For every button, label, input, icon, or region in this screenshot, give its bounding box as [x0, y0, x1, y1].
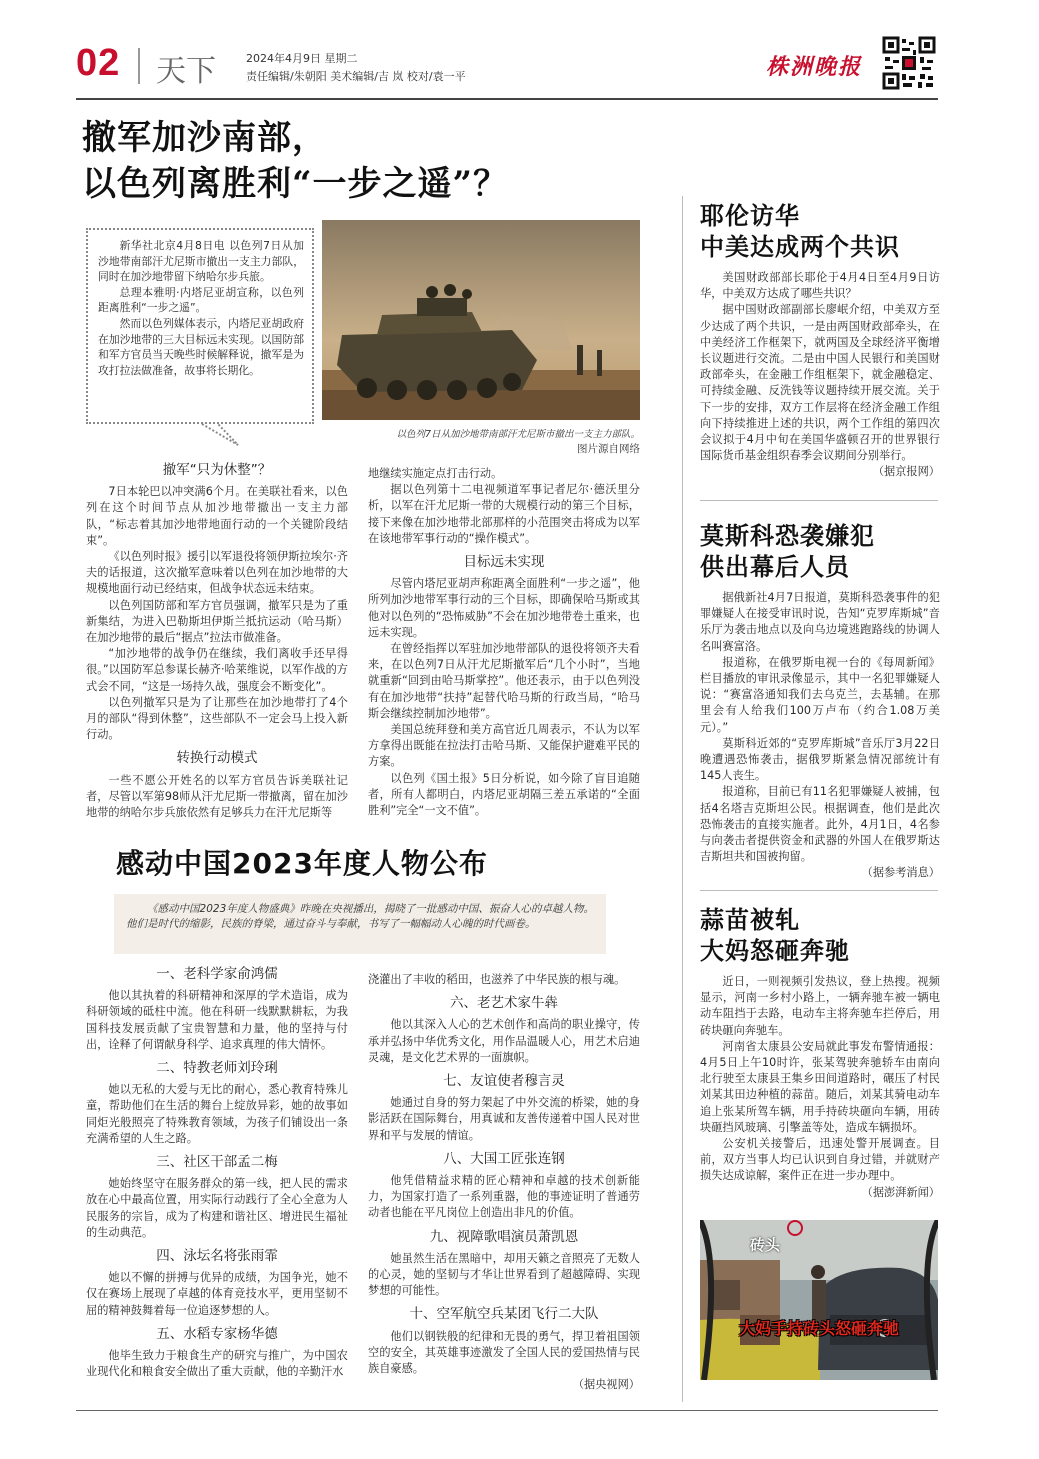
side2-p4: 报道称，目前已有11名犯罪嫌疑人被捕，包括4名塔吉克斯坦公民。根据调查，他们是此次恐怖袭击的直接实施者。此外，4月1日，4名参与向袭击者提供资金和武器的外国人在俄罗斯达吉斯坦共和国被拘留。 — [700, 785, 940, 864]
lead-c2-p3: 在曾经指挥以军驻加沙地带部队的退役将领齐夫看来，在以色列7日从汗尤尼斯撤军后“几个小时”，当地就重新“回到由哈马斯掌控”。他还表示，由于以色列没有在加沙地带“扶持”起替代哈马斯的行政当局，“哈马斯会继续控制加沙地带”。 — [368, 642, 640, 720]
side2-p3: 莫斯科近郊的“克罗库斯城”音乐厅3月22日晚遭遇恐怖袭击，据俄罗斯紧急情况部统计有145人丧生。 — [700, 736, 940, 783]
section-name: 天下 — [156, 54, 216, 89]
side-story-1 — [700, 200, 940, 481]
figure-text-5: 他毕生致力于粮食生产的研究与推广，为中国农业现代化和粮食安全做出了重大贡献，他的辛勤汗水 — [86, 1349, 348, 1379]
figure-heading-2: 二、特教老师刘玲琍 — [156, 1060, 278, 1077]
lead-c2-p1: 据以色列第十二电视频道军事记者尼尔·德沃里分析，以军在汗尤尼斯一带的大规模行动的第三个目标，接下来像在加沙地带北部那样的小范围突击将成为以军在该地带军事行动的“操作模式”。 — [368, 483, 640, 545]
masthead-logo: 株洲晚报 — [766, 54, 863, 80]
figure-text-7: 她通过自身的努力架起了中外交流的桥梁，她的身影活跃在国际舞台，用真诚和友善传递着中国人民对世界和平与发展的情谊。 — [368, 1096, 640, 1142]
side1-p2: 据中国财政部副部长廖岷介绍，中美双方至少达成了两个共识，一是由两国财政部牵头，在中美经济工作框架下，就两国及全球经济平衡增长议题进行交流。二是由中国人民银行和美国财政部牵头，在金融工作组框架下，就金融稳定、可持续金融、反洗钱等议题持续开展交流。关于下一步的安排，双方工作层将在经济金融工作组向下持续推进上述的共识，两个工作组的第四次会议拟于4月中旬在美国华盛顿召开的世界银行国际货币基金组织春季会议期间分别举行。 — [700, 303, 940, 463]
side1-source: （据京报网） — [872, 465, 940, 479]
lead-headline-line2: 以色列离胜利“一步之遥”？ — [82, 164, 509, 204]
figures-intro-text: 《感动中国2023年度人物盛典》昨晚在央视播出，揭晓了一批感动中国、振奋人心的卓越人物。他们是时代的缩影，民族的脊梁，通过奋斗与奉献，书写了一幅幅动人心魄的时代画卷。 — [126, 903, 594, 930]
figures-intro-box — [114, 894, 606, 954]
lead-c1-p2: 《以色列时报》援引以军退役将领伊斯拉埃尔·齐夫的话报道，这次撤军意味着以色列在加沙地带的大规模地面行动已经结束，但战争状态远未结束。 — [86, 550, 348, 596]
figure-text-6: 他以其深入人心的艺术创作和高尚的职业操守，传承并弘扬中华优秀文化，用作品温暖人心，用艺术启迪灵魂，是文化艺术界的一面旗帜。 — [368, 1018, 640, 1064]
qr-code-icon — [882, 36, 936, 90]
lead-intro-p1: 新华社北京4月8日电 以色列7日从加沙地带南部汗尤尼斯市撤出一支主力部队，同时在加沙地带留下纳哈尔步兵旅。 — [98, 239, 304, 284]
figure-c2-cont: 浇灌出了丰收的稻田，也滋养了中华民族的根与魂。 — [368, 973, 626, 986]
side1-headline-line2: 中美达成两个共识 — [700, 232, 900, 261]
figure-heading-10: 十、空军航空兵某团飞行二大队 — [409, 1306, 599, 1323]
side1-headline-line1: 耶伦访华 — [700, 201, 800, 230]
lead-subhead-3: 目标远未实现 — [463, 554, 545, 571]
side2-headline-line1: 莫斯科恐袭嫌犯 — [700, 521, 875, 550]
lead-column-2 — [368, 466, 640, 819]
figure-text-4: 她以不懈的拼搏与优异的成绩，为国争光，她不仅在赛场上展现了卓越的体育竞技水平，更用坚韧不屈的精神鼓舞着每一位追逐梦想的人。 — [86, 1271, 348, 1317]
header-separator — [138, 48, 140, 84]
lead-subhead-1: 撤军“只为休整”？ — [162, 462, 272, 478]
side3-p2: 河南省太康县公安局就此事发布警情通报：4月5日上午10时许，张某驾驶奔驰轿车由南向北行驶至太康县王集乡田间道路时，碾压了村民刘某其田边种植的蒜苗。随后，刘某其骑电动车追上张某所驾车辆，用手持砖块砸向车辆，用砖块砸挡风玻璃、引擎盖等处，造成车辆损坏。 — [700, 1039, 940, 1134]
side1-body — [700, 270, 940, 481]
figures-column-2 — [368, 972, 640, 1393]
side3-source: （据澎湃新闻） — [861, 1185, 940, 1199]
lead-c2-p2: 尽管内塔尼亚胡声称距离全面胜利“一步之遥”，他所列加沙地带军事行动的三个目标，即确保哈马斯或其他对以色列的“恐怖威胁”不会在加沙地带卷土重来，也远未实现。 — [368, 577, 640, 639]
figure-heading-3: 三、社区干部孟二梅 — [156, 1154, 278, 1171]
lead-column-1 — [86, 462, 348, 821]
figure-text-9: 她虽然生活在黑暗中，却用天籁之音照亮了无数人的心灵，她的坚韧与才华让世界看到了超越障碍、实现梦想的可能性。 — [368, 1251, 640, 1298]
side3-body — [700, 974, 940, 1201]
figure-heading-9: 九、视障歌唱演员萧凯恩 — [429, 1228, 579, 1245]
lead-intro-text — [98, 238, 304, 378]
figure-heading-5: 五、水稻专家杨华德 — [156, 1325, 278, 1342]
lead-c1-p1: 7日本轮巴以冲突满6个月。在美联社看来，以色列在这个时间节点从加沙地带撤出一支主力部队，“标志着其加沙地带地面行动的一个关键阶段结束”。 — [86, 485, 348, 547]
lead-photo — [322, 220, 640, 420]
side3-headline-line2: 大妈怒砸奔驰 — [700, 936, 850, 965]
side2-body — [700, 590, 940, 882]
column-divider-right — [682, 196, 683, 1402]
figure-text-2: 她以无私的大爱与无比的耐心，悉心教育特殊儿童，帮助他们在生活的舞台上绽放异彩，她的故事如同炬光般照亮了特殊教育领域，为孩子们铺设出一条充满希望的人生之路。 — [86, 1083, 348, 1145]
editor-credits: 责任编辑/朱朝阳 美术编辑/吉 岚 校对/袁一平 — [246, 70, 466, 83]
figures-source: （据央视网） — [572, 1378, 640, 1392]
figure-heading-7: 七、友谊使者穆言灵 — [443, 1073, 565, 1090]
page-number: 02 — [76, 42, 121, 84]
footer-rule — [76, 1410, 938, 1411]
figure-heading-4: 四、泳坛名将张雨霏 — [156, 1248, 278, 1265]
figures-column-1 — [86, 966, 348, 1380]
side-story-2 — [700, 520, 940, 882]
lead-intro-p3: 然而以色列媒体表示，内塔尼亚胡政府在加沙地带的三大目标远未实现。以国防部和军方官员当天晚些时候解释说，撤军是为攻打拉法做准备，故事将长期化。 — [98, 316, 304, 377]
lead-subhead-2: 转换行动模式 — [176, 750, 258, 767]
figures-headline: 感动中国2023年度人物公布 — [116, 847, 488, 880]
side2-headline-line2: 供出幕后人员 — [700, 552, 850, 581]
side-story-3 — [700, 904, 940, 1201]
lead-intro-box — [86, 228, 314, 424]
issue-date: 2024年4月9日 星期二 — [246, 52, 358, 65]
figure-heading-6: 六、老艺术家牛犇 — [450, 995, 558, 1012]
lead-c1-p3: 以色列国防部和军方官员强调，撤军只是为了重新集结，为进入巴勒斯坦伊斯兰抵抗运动（哈马斯）在加沙地带的最后“据点”拉法市做准备。 — [86, 598, 348, 645]
lead-c2-cont: 地继续实施定点打击行动。 — [368, 467, 503, 480]
side3-photo — [700, 1220, 938, 1380]
side-divider-2 — [700, 890, 938, 891]
figure-heading-8: 八、大国工匠张连钢 — [443, 1150, 565, 1167]
figure-text-8: 他凭借精益求精的匠心精神和卓越的技术创新能力，为国家打造了一系列重器，他的事迹证明了普通劳动者也能在平凡岗位上创造出非凡的价值。 — [368, 1174, 640, 1220]
side3-p3: 公安机关接警后，迅速处警开展调查。目前，双方当事人均已认识到自身过错，并就财产损失达成谅解，案件正在进一步办理中。 — [700, 1137, 940, 1183]
lead-intro-p2: 总理本雅明·内塔尼亚胡宣称，以色列距离胜利“一步之遥”。 — [98, 285, 304, 315]
lead-photo-credit: 图片源自网络 — [577, 443, 640, 455]
side3-photo-tag: 砖头 — [750, 1236, 781, 1254]
lead-c1-p5: 以色列撤军只是为了让那些在加沙地带打了4个月的部队“得到休整”，这些部队不一定会马上投入新行动。 — [86, 695, 348, 742]
lead-intro-pointer-icon — [200, 423, 240, 447]
side-divider-1 — [700, 500, 938, 501]
figure-heading-1: 一、老科学家俞鸿儒 — [156, 966, 278, 982]
page-header — [76, 36, 946, 96]
lead-c1-p4: “加沙地带的战争仍在继续，我们离收手还早得很。”以国防军总参谋长赫齐·哈莱维说，以军作战的方式会不同，“这是一场持久战，强度会不断变化”。 — [86, 647, 348, 693]
side1-p1: 美国财政部部长耶伦于4月4日至4月9日访华，中美双方达成了哪些共识？ — [700, 271, 940, 301]
lead-c1-p6: 一些不愿公开姓名的以军方官员告诉美联社记者，尽管以军第98师从汗尤尼斯一带撤离，留在加沙地带的纳哈尔步兵旅依然有足够兵力在汗尤尼斯等 — [86, 773, 348, 820]
side2-source: （据参考消息） — [861, 866, 940, 880]
figure-text-1: 他以其执着的科研精神和深厚的学术造诣，成为科研领域的砥柱中流。他在科研一线默默耕耘，为我国科技发展贡献了宝贵智慧和力量，他的坚持与付出，诠释了何谓献身科学、追求真理的伟大情怀。 — [86, 989, 348, 1051]
figure-text-10: 他们以钢铁般的纪律和无畏的勇气，捍卫着祖国领空的安全，其英雄事迹激发了全国人民的爱国热情与民族自豪感。 — [368, 1329, 640, 1376]
side3-p1: 近日，一则视频引发热议，登上热搜。视频显示，河南一乡村小路上，一辆奔驰车被一辆电动车阻挡于去路，电动车主将奔驰车拦停后，用砖块砸向奔驰车。 — [700, 975, 940, 1037]
figure-text-3: 她始终坚守在服务群众的第一线，把人民的需求放在心中最高位置，用实际行动践行了全心全意为人民服务的宗旨，成为了构建和谐社区、增进民生福祉的生动典范。 — [86, 1177, 348, 1239]
header-rule — [76, 98, 938, 100]
side2-p1: 据俄新社4月7日报道，莫斯科恐袭事件的犯罪嫌疑人在接受审讯时说，告知“克罗库斯城”音乐厅为袭击地点以及向乌边境逃跑路线的协调人名叫赛富洛。 — [700, 591, 940, 653]
lead-c2-p5: 以色列《国土报》5日分析说，如今除了盲目追随者，所有人都明白，内塔尼亚胡隔三差五承诺的“全面胜利”完全“一文不值”。 — [368, 771, 640, 818]
side3-headline-line1: 蒜苗被轧 — [700, 905, 800, 934]
side2-p2: 报道称，在俄罗斯电视一台的《每周新闻》栏目播放的审讯录像显示，其中一名犯罪嫌疑人说：“赛富洛通知我们去乌克兰，去基辅。在那里会有人给我们100万卢布（约合1.08万美元）。” — [700, 655, 940, 734]
lead-headline — [82, 115, 662, 207]
lead-photo-caption: 以色列7日从加沙地带南部汗尤尼斯市撤出一支主力部队。 — [396, 429, 640, 440]
lead-c2-p4: 美国总统拜登和美方高官近几周表示，不认为以军方拿得出既能在拉法打击哈马斯、又能保护避难平民的方案。 — [368, 723, 640, 769]
lead-headline-line1: 撤军加沙南部， — [82, 118, 327, 158]
side3-photo-caption: 大妈手持砖头怒砸奔驰 — [738, 1319, 899, 1338]
